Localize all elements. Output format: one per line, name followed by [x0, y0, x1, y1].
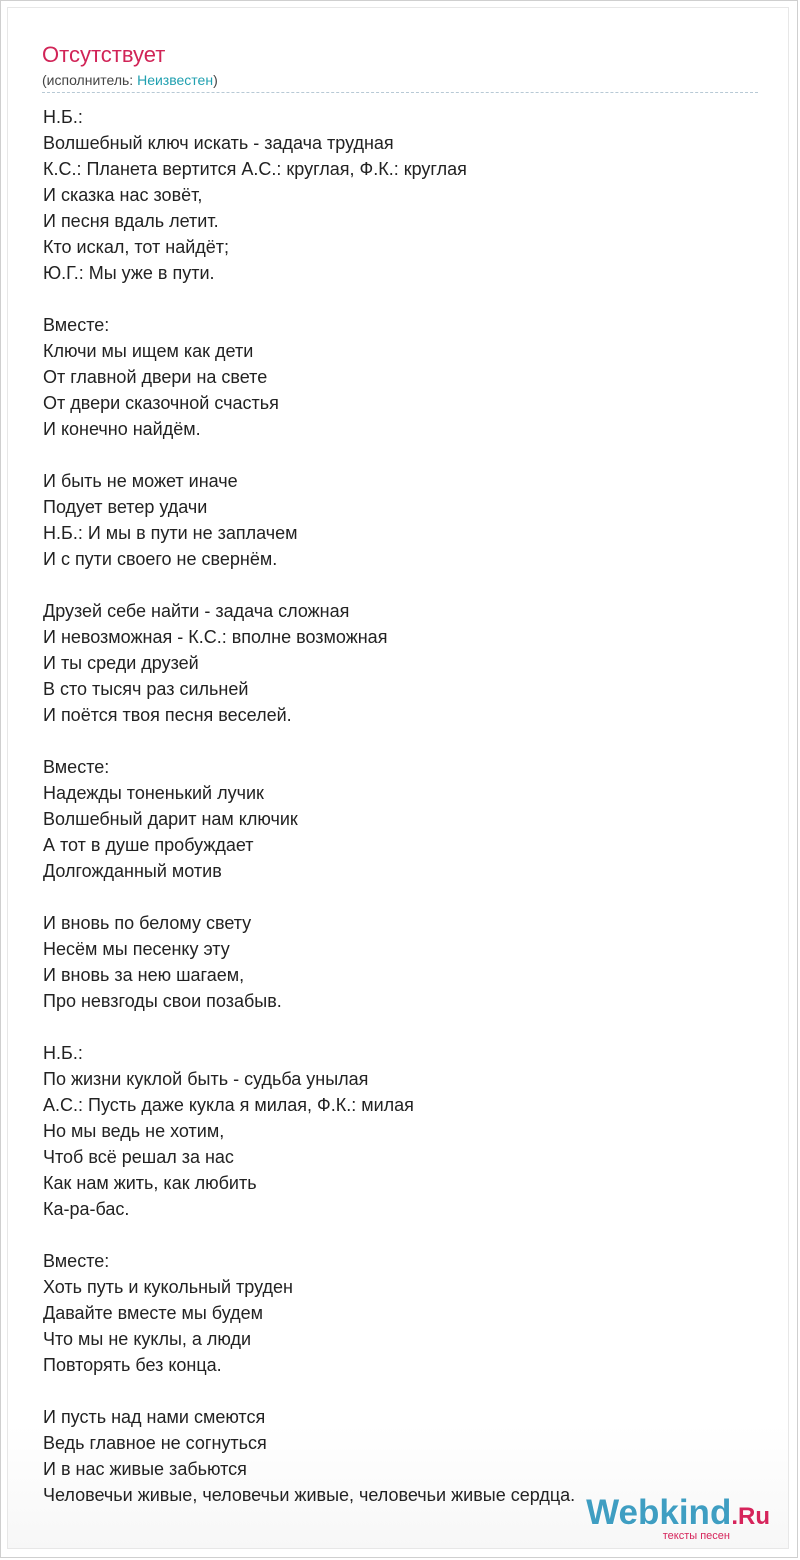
watermark-tagline: тексты песен	[662, 1530, 730, 1542]
artist-link[interactable]: Неизвестен	[137, 72, 214, 88]
site-watermark	[586, 1494, 770, 1544]
header-divider	[42, 92, 758, 93]
watermark-tld: .Ru	[731, 1503, 770, 1530]
artist-prefix: (исполнитель:	[42, 72, 138, 88]
watermark-brand: Webkind	[586, 1493, 732, 1532]
song-title: Отсутствует	[42, 42, 166, 67]
artist-line	[42, 70, 758, 90]
lyrics-text: Н.Б.: Волшебный ключ искать - задача трудная К.С.: Планета вертится А.С.: круглая, Ф.К.: круглая И сказка нас зовёт, И песня вдаль летит. Кто искал, тот найдёт; Ю.Г.: Мы уже в пути. Вместе: Ключи мы ищем как дети От главной двери на свете От двери сказочной счастья И конечно найдём. И быть не может иначе Подует ветер удачи Н.Б.: И мы в пути не заплачем И с пути своего не свернём. Друзей себе найти - задача сложная И невозможная - К.С.: вполне возможная И ты среди друзей В сто тысяч раз сильней И поётся твоя песня веселей. Вместе: Надежды тоненький лучик Волшебный дарит нам ключик А тот в душе пробуждает Долгожданный мотив И вновь по белому свету Несём мы песенку эту И вновь за нею шагаем, Про невзгоды свои позабыв. Н.Б.: По жизни куклой быть - судьба унылая А.С.: Пусть даже кукла я милая, Ф.К.: милая Но мы ведь не хотим, Чтоб всё решал за нас Как нам жить, как любить Ка-ра-бас. Вместе: Хоть путь и кукольный труден Давайте вместе мы будем Что мы не куклы, а люди Повторять без конца. И пусть над нами смеются Ведь главное не согнуться И в нас живые забьются Человечьи живые, человечьи живые, человечьи живые сердца.	[43, 107, 576, 1505]
song-header	[42, 40, 758, 90]
artist-suffix: )	[213, 72, 218, 88]
